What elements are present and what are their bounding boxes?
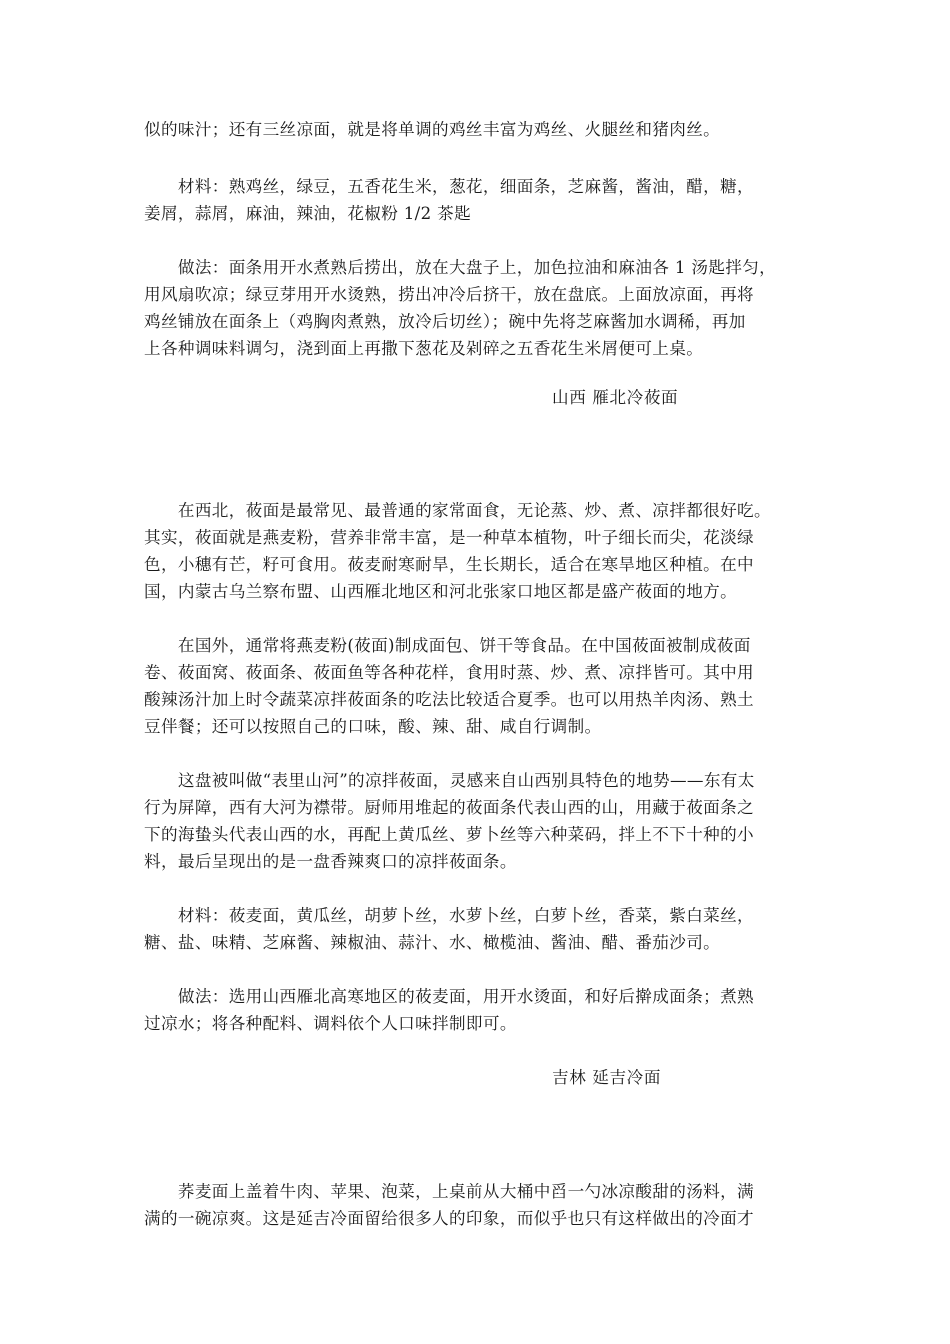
text-line: 国，内蒙古乌兰察布盟、山西雁北地区和河北张家口地区都是盛产莜面的地方。 (144, 582, 738, 601)
text-line: 糖、盐、味精、芝麻酱、辣椒油、蒜汁、水、橄榄油、酱油、醋、番茄沙司。 (144, 933, 721, 952)
text-line: 其实，莜面就是燕麦粉，营养非常丰富，是一种草本植物，叶子细长而尖，花淡绿 (144, 528, 754, 547)
text-line: 过凉水；将各种配料、调料依个人口味拌制即可。 (144, 1014, 517, 1033)
text-line: 上各种调味料调匀，浇到面上再撒下葱花及剁碎之五香花生米屑便可上桌。 (144, 339, 704, 358)
text-line: 荞麦面上盖着牛肉、苹果、泡菜，上桌前从大桶中舀一勺冰凉酸甜的汤料，满 (144, 1182, 754, 1201)
text-line: 材料：莜麦面，黄瓜丝，胡萝卜丝，水萝卜丝，白萝卜丝，香菜，紫白菜丝， (144, 906, 754, 925)
text-line: 豆伴餐；还可以按照自己的口味，酸、辣、甜、咸自行调制。 (144, 717, 602, 736)
section-heading: 吉林 延吉冷面 (552, 1068, 662, 1087)
text-line: 在西北，莜面是最常见、最普通的家常面食，无论蒸、炒、煮、凉拌都很好吃。 (144, 501, 771, 520)
text-line: 行为屏障，西有大河为襟带。厨师用堆起的莜面条代表山西的山，用藏于莜面条之 (144, 798, 754, 817)
text-line: 色，小穗有芒，籽可食用。莜麦耐寒耐旱，生长期长，适合在寒旱地区种植。在中 (144, 555, 754, 574)
text-line: 这盘被叫做“表里山河”的凉拌莜面，灵感来自山西别具特色的地势——东有太 (144, 771, 755, 790)
text-line: 材料：熟鸡丝，绿豆，五香花生米，葱花，细面条，芝麻酱，酱油，醋，糖， (144, 177, 754, 196)
section-heading: 山西 雁北冷莜面 (552, 388, 679, 407)
text-line: 做法：面条用开水煮熟后捞出，放在大盘子上，加色拉油和麻油各 1 汤匙拌匀， (144, 258, 777, 277)
text-line: 卷、莜面窝、莜面条、莜面鱼等各种花样，食用时蒸、炒、煮、凉拌皆可。其中用 (144, 663, 754, 682)
text-line: 用风扇吹凉；绿豆芽用开水烫熟，捞出冲冷后挤干，放在盘底。上面放凉面，再将 (144, 285, 754, 304)
text-line: 酸辣汤汁加上时令蔬菜凉拌莜面条的吃法比较适合夏季。也可以用热羊肉汤、熟土 (144, 690, 754, 709)
text-line: 似的味汁；还有三丝凉面，就是将单调的鸡丝丰富为鸡丝、火腿丝和猪肉丝。 (144, 120, 721, 139)
text-line: 满的一碗凉爽。这是延吉冷面留给很多人的印象，而似乎也只有这样做出的冷面才 (144, 1209, 754, 1228)
text-line: 在国外，通常将燕麦粉(莜面)制成面包、饼干等食品。在中国莜面被制成莜面 (144, 636, 751, 655)
text-line: 下的海蛰头代表山西的水，再配上黄瓜丝、萝卜丝等六种菜码，拌上不下十种的小 (144, 825, 754, 844)
text-line: 做法：选用山西雁北高寒地区的莜麦面，用开水烫面，和好后擀成面条；煮熟 (144, 987, 754, 1006)
text-line: 料，最后呈现出的是一盘香辣爽口的凉拌莜面条。 (144, 852, 517, 871)
text-line: 鸡丝铺放在面条上（鸡胸肉煮熟，放冷后切丝）；碗中先将芝麻酱加水调稀，再加 (144, 312, 746, 331)
text-line: 姜屑，蒜屑，麻油，辣油，花椒粉 1/2 茶匙 (144, 204, 472, 223)
